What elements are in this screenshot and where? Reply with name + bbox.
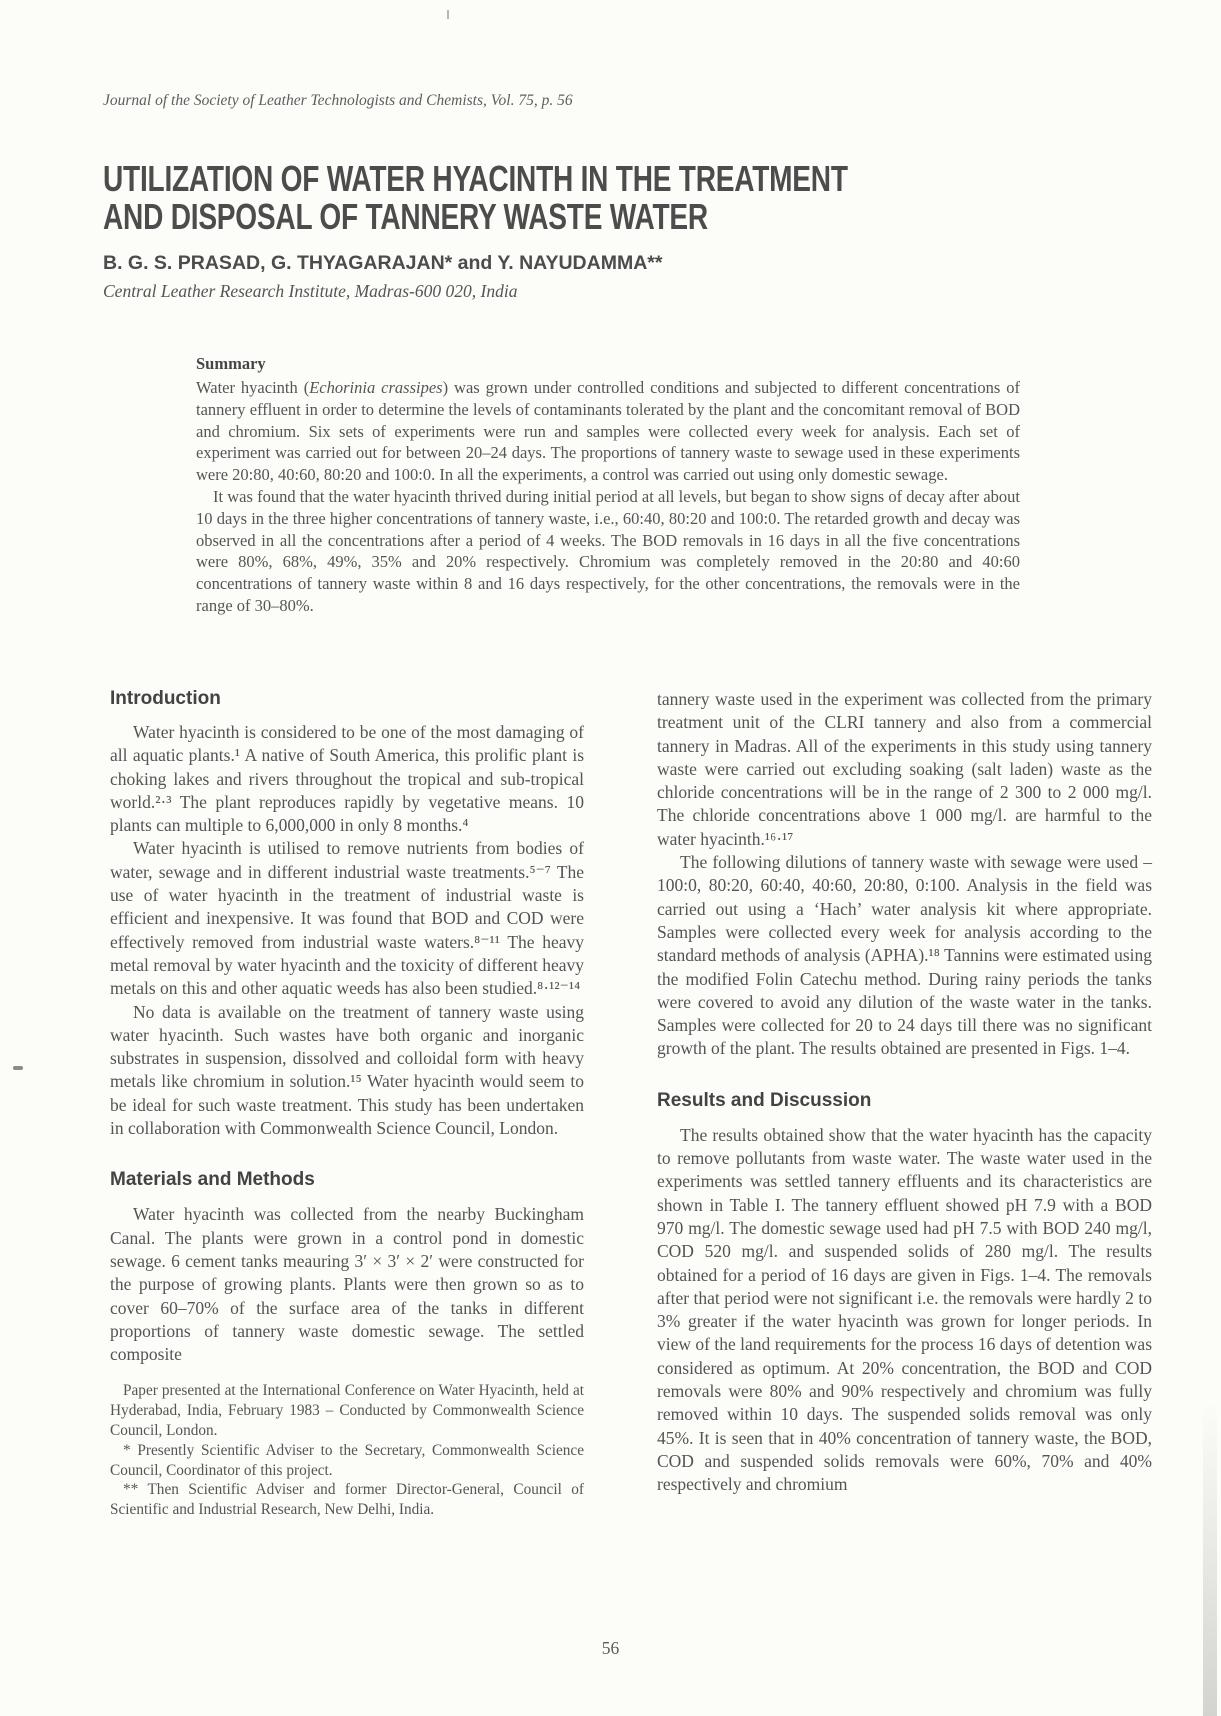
page-number: 56: [601, 1638, 620, 1658]
results-paragraph-1: The results obtained show that the water hyacinth has the capacity to remove pollutants from waste water. The waste water used in the experiments was settled tannery effluents and its characteristics are shown in Table I. The tannery effluent showed pH 7.9 with a BOD 970 mg/l. The domestic sewage used had pH 7.5 with BOD 240 mg/l, COD 520 mg/l. and suspended solids of 280 mg/l. The results obtained for a period of 16 days are given in Figs. 1–4. The removals after that period were not significant i.e. the removals were hardly 2 to 3% greater if the water hyacinth was grown for longer periods. In view of the land requirements for the process 16 days of detention was considered as optimum. At 20% concentration, the BOD and COD removals were 80% and 90% respectively and chromium was fully removed within 10 days. The suspended solids removal was only 45%. It is seen that in 40% concentration of tannery waste, the BOD, COD and suspended solids removals were 60%, 70% and 40% respectively and chromium: [657, 1124, 1152, 1495]
right-column: [657, 688, 1152, 1497]
materials-paragraph-1: Water hyacinth was collected from the nearby Buckingham Canal. The plants were grown in a control pond in domestic sewage. 6 cement tanks meauring 3′ × 3′ × 2′ were constructed for the purpose of growing plants. Plants were then grown so as to cover 60–70% of the surface area of the tanks in different proportions of tannery waste domestic sewage. The settled composite: [110, 1204, 584, 1365]
species-name: Echorinia crassipes: [309, 378, 443, 397]
materials-heading: Materials and Methods: [110, 1169, 315, 1191]
results-heading: Results and Discussion: [657, 1089, 872, 1111]
summary-paragraph-1: [196, 377, 1020, 486]
summary-heading: Summary: [196, 354, 266, 373]
introduction-paragraph-1: Water hyacinth is considered to be one of the most damaging of all aquatic plants.¹ A native of South America, this prolific plant is choking lakes and rivers throughout the tropical and sub-tropical world.²·³ The plant reproduces rapidly by vegetative means. 10 plants can multiple to 6,000,000 in only 8 months.⁴: [110, 722, 584, 836]
article-title-line1: UTILIZATION OF WATER HYACINTH IN THE TREATMENT: [103, 158, 848, 199]
summary-paragraph-2: It was found that the water hyacinth thrived during initial period at all levels, but began to show signs of decay after about 10 days in the three higher concentrations of tannery waste, i.e., 60:40, 80:20 and 100:0. The retarded growth and decay was observed in all the concentrations after a period of 4 weeks. The BOD removals in 16 days in all the five concentrations were 80%, 68%, 49%, 35% and 20% respectively. Chromium was completely removed in the 20:80 and 40:60 concentrations of tannery waste within 8 and 16 days respectively, for the other concentrations, the removals were in the range of 30–80%.: [196, 486, 1020, 615]
summary-para1-pre: Water hyacinth (: [196, 378, 310, 397]
article-title: [103, 160, 848, 236]
summary-para1-post: ) was grown under controlled conditions and subjected to different concentrations of tannery effluent in order to determine the levels of contaminants tolerated by the plant and the concomitant removal of BOD and chromium. Six sets of experiments were run and samples were collected every week for analysis. Each set of experiment was carried out for between 20–24 days. The proportions of tannery waste to sewage used in these experiments were 20:80, 40:60, 80:20 and 100:0. In all the experiments, a control was carried out using only domestic sewage.: [196, 378, 1021, 485]
authors-line: B. G. S. PRASAD, G. THYAGARAJAN* and Y. NAYUDAMMA**: [103, 252, 663, 274]
footnote-author-2: ** Then Scientific Adviser and former Director-General, Council of Scientific and Industrial Research, New Delhi, India.: [110, 1481, 584, 1519]
scan-artifact-left-dash: [13, 1066, 23, 1070]
footnote-author-1: * Presently Scientific Adviser to the Secretary, Commonwealth Science Council, Coordinator of this project.: [110, 1441, 584, 1479]
introduction-heading: Introduction: [110, 688, 221, 709]
introduction-paragraph-2: Water hyacinth is utilised to remove nutrients from bodies of water, sewage and in different industrial waste treatments.⁵⁻⁷ The use of water hyacinth in the treatment of industrial waste is efficient and inexpensive. It was found that BOD and COD were effectively removed from industrial waste waters.⁸⁻¹¹ The heavy metal removal by water hyacinth and the toxicity of different heavy metals on this and other aquatic weeds has also been studied.⁸·¹²⁻¹⁴: [110, 838, 584, 999]
scan-artifact-top-speck: [447, 10, 449, 19]
dilutions-paragraph: The following dilutions of tannery waste with sewage were used – 100:0, 80:20, 60:40, 40:60, 20:80, 0:100. Analysis in the field was carried out using a ‘Hach’ water analysis kit where appropriate. Samples were collected every week for analysis according to the standard methods of analysis (APHA).¹⁸ Tannins were estimated using the modified Folin Catechu method. During rainy periods the tanks were covered to avoid any dilution of the waste water in the tanks. Samples were collected for 20 to 24 days till there was no significant growth of the plant. The results obtained are presented in Figs. 1–4.: [657, 852, 1152, 1059]
scan-artifact-right-edge: [1203, 1400, 1217, 1716]
methods-continued-paragraph: tannery waste used in the experiment was collected from the primary treatment unit of the CLRI tannery and also from a commercial tannery in Madras. All of the experiments in this study using tannery waste were carried out excluding soaking (salt laden) waste as the chloride concentrations will be in the range of 2 300 to 2 000 mg/l. The chloride concentrations above 1 000 mg/l. are harmful to the water hyacinth.¹⁶·¹⁷: [657, 689, 1152, 849]
article-title-line2: AND DISPOSAL OF TANNERY WASTE WATER: [103, 196, 708, 237]
introduction-paragraph-3: No data is available on the treatment of tannery waste using water hyacinth. Such wastes have both organic and inorganic substrates in suspension, dissolved and colloidal form with heavy metals like chromium in solution.¹⁵ Water hyacinth would seem to be ideal for such waste treatment. This study has been undertaken in collaboration with Commonwealth Science Council, London.: [110, 1001, 584, 1139]
summary-section: [196, 354, 1020, 617]
affiliation-line: Central Leather Research Institute, Madras-600 020, India: [103, 281, 518, 301]
footnotes-block: [110, 1381, 584, 1520]
left-column: [110, 688, 584, 1520]
footnote-conference: Paper presented at the International Conference on Water Hyacinth, held at Hyderabad, India, February 1983 – Conducted by Commonwealth Science Council, London.: [110, 1382, 584, 1440]
journal-header-line: Journal of the Society of Leather Technologists and Chemists, Vol. 75, p. 56: [103, 92, 573, 109]
